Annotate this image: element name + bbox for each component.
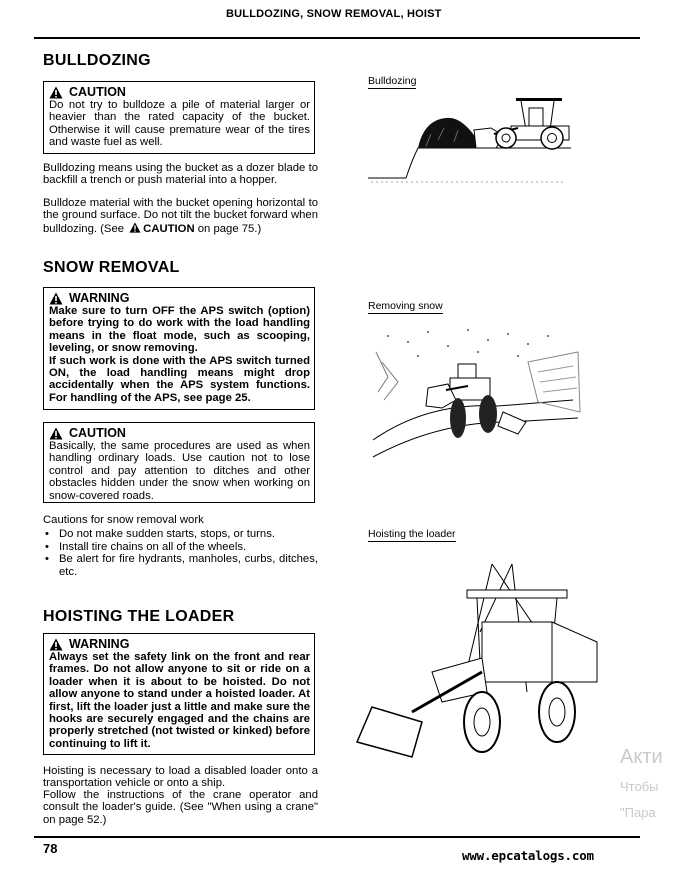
- section-title-hoisting: HOISTING THE LOADER: [43, 608, 235, 625]
- caution-box-snow: [43, 422, 315, 503]
- caution-reference: CAUTION: [143, 222, 195, 235]
- warning-heading: [49, 637, 310, 651]
- paragraph-text: Bulldoze material with the bucket opening horizontal to the ground surface. Do not tilt the bucket forward when bulldozing. (See: [43, 197, 318, 235]
- caution-label: CAUTION: [69, 85, 126, 99]
- list-item: • Install tire chains on all of the wheels.: [43, 541, 318, 553]
- paragraph-text: on page 75.): [197, 222, 262, 235]
- caution-box-bulldozing: [43, 81, 315, 154]
- paragraph: Hoisting is necessary to load a disabled loader onto a transportation vehicle or onto a ship.: [43, 765, 318, 790]
- caution-text: Basically, the same procedures are used as when handling ordinary loads. Use caution not to lose control and pay attention to ditches and other obstacles hidden under the snow when working on snow-covered roads.: [49, 440, 310, 502]
- caution-text: Do not try to bulldoze a pile of material larger or heavier than the rated capacity of the bucket. Otherwise it will cause premature wear of the tires and waste fuel as well.: [49, 99, 310, 149]
- figure-caption-bulldozing: Bulldozing: [368, 75, 417, 87]
- list-title: Cautions for snow removal work: [43, 514, 204, 526]
- paragraph: [43, 197, 318, 235]
- section-title-snow-removal: SNOW REMOVAL: [43, 259, 180, 276]
- caution-label: CAUTION: [69, 426, 126, 440]
- warning-label: WARNING: [69, 291, 130, 305]
- site-url[interactable]: www.epcatalogs.com: [462, 848, 594, 863]
- warning-label: WARNING: [69, 637, 130, 651]
- running-head: BULLDOZING, SNOW REMOVAL, HOIST: [226, 8, 442, 20]
- list-item: • Be alert for fire hydrants, manholes, curbs, ditches, etc.: [43, 553, 318, 578]
- paragraph: Follow the instructions of the crane operator and consult the loader's guide. (See "When using a crane" on page 52.): [43, 789, 318, 826]
- snow-removal-illustration: [368, 322, 584, 468]
- warning-triangle-icon: [49, 427, 63, 440]
- caution-heading: [49, 426, 310, 440]
- header-rule: [34, 37, 640, 39]
- warning-triangle-icon: [49, 86, 63, 99]
- caution-heading: [49, 85, 310, 99]
- warning-box-hoisting: [43, 633, 315, 755]
- warning-text: If such work is done with the APS switch turned ON, the load handling means might drop accidentally when the APS system functions. For handling of the APS, see page 25.: [49, 354, 310, 404]
- warning-triangle-icon: [129, 222, 141, 233]
- warning-text: Always set the safety link on the front and rear frames. Do not allow anyone to sit or ride on a loader when it is about to be hoisted. Do not allow anyone to stand under a hoisted loader. At first, lift the loader just a little and make sure the hooks are securely engaged and the chains are properly stretched (not twisted or kinked) before continuing to lift it.: [49, 651, 310, 750]
- paragraph: Bulldozing means using the bucket as a dozer blade to backfill a trench or push material into a hopper.: [43, 162, 318, 187]
- warning-triangle-icon: [49, 292, 63, 305]
- warning-box-aps: [43, 287, 315, 410]
- hoisting-illustration: [352, 562, 604, 764]
- watermark-line: "Пара: [620, 805, 656, 820]
- watermark-line: Акти: [620, 746, 663, 768]
- figure-caption-snow: Removing snow: [368, 300, 443, 312]
- figure-caption-hoisting: Hoisting the loader: [368, 528, 456, 540]
- warning-text: Make sure to turn OFF the APS switch (option) before trying to do work with the load handling means in the float mode, such as scooping, leveling, or snow removing.: [49, 305, 310, 355]
- watermark-line: Чтобы: [620, 779, 659, 794]
- snow-cautions-list: [43, 514, 318, 578]
- section-title-bulldozing: BULLDOZING: [43, 52, 151, 69]
- warning-triangle-icon: [49, 638, 63, 651]
- footer-rule: [34, 836, 640, 838]
- warning-heading: [49, 291, 310, 305]
- list-item: • Do not make sudden starts, stops, or turns.: [43, 528, 318, 540]
- bulldozing-illustration: [366, 90, 582, 188]
- page-number: 78: [43, 841, 58, 856]
